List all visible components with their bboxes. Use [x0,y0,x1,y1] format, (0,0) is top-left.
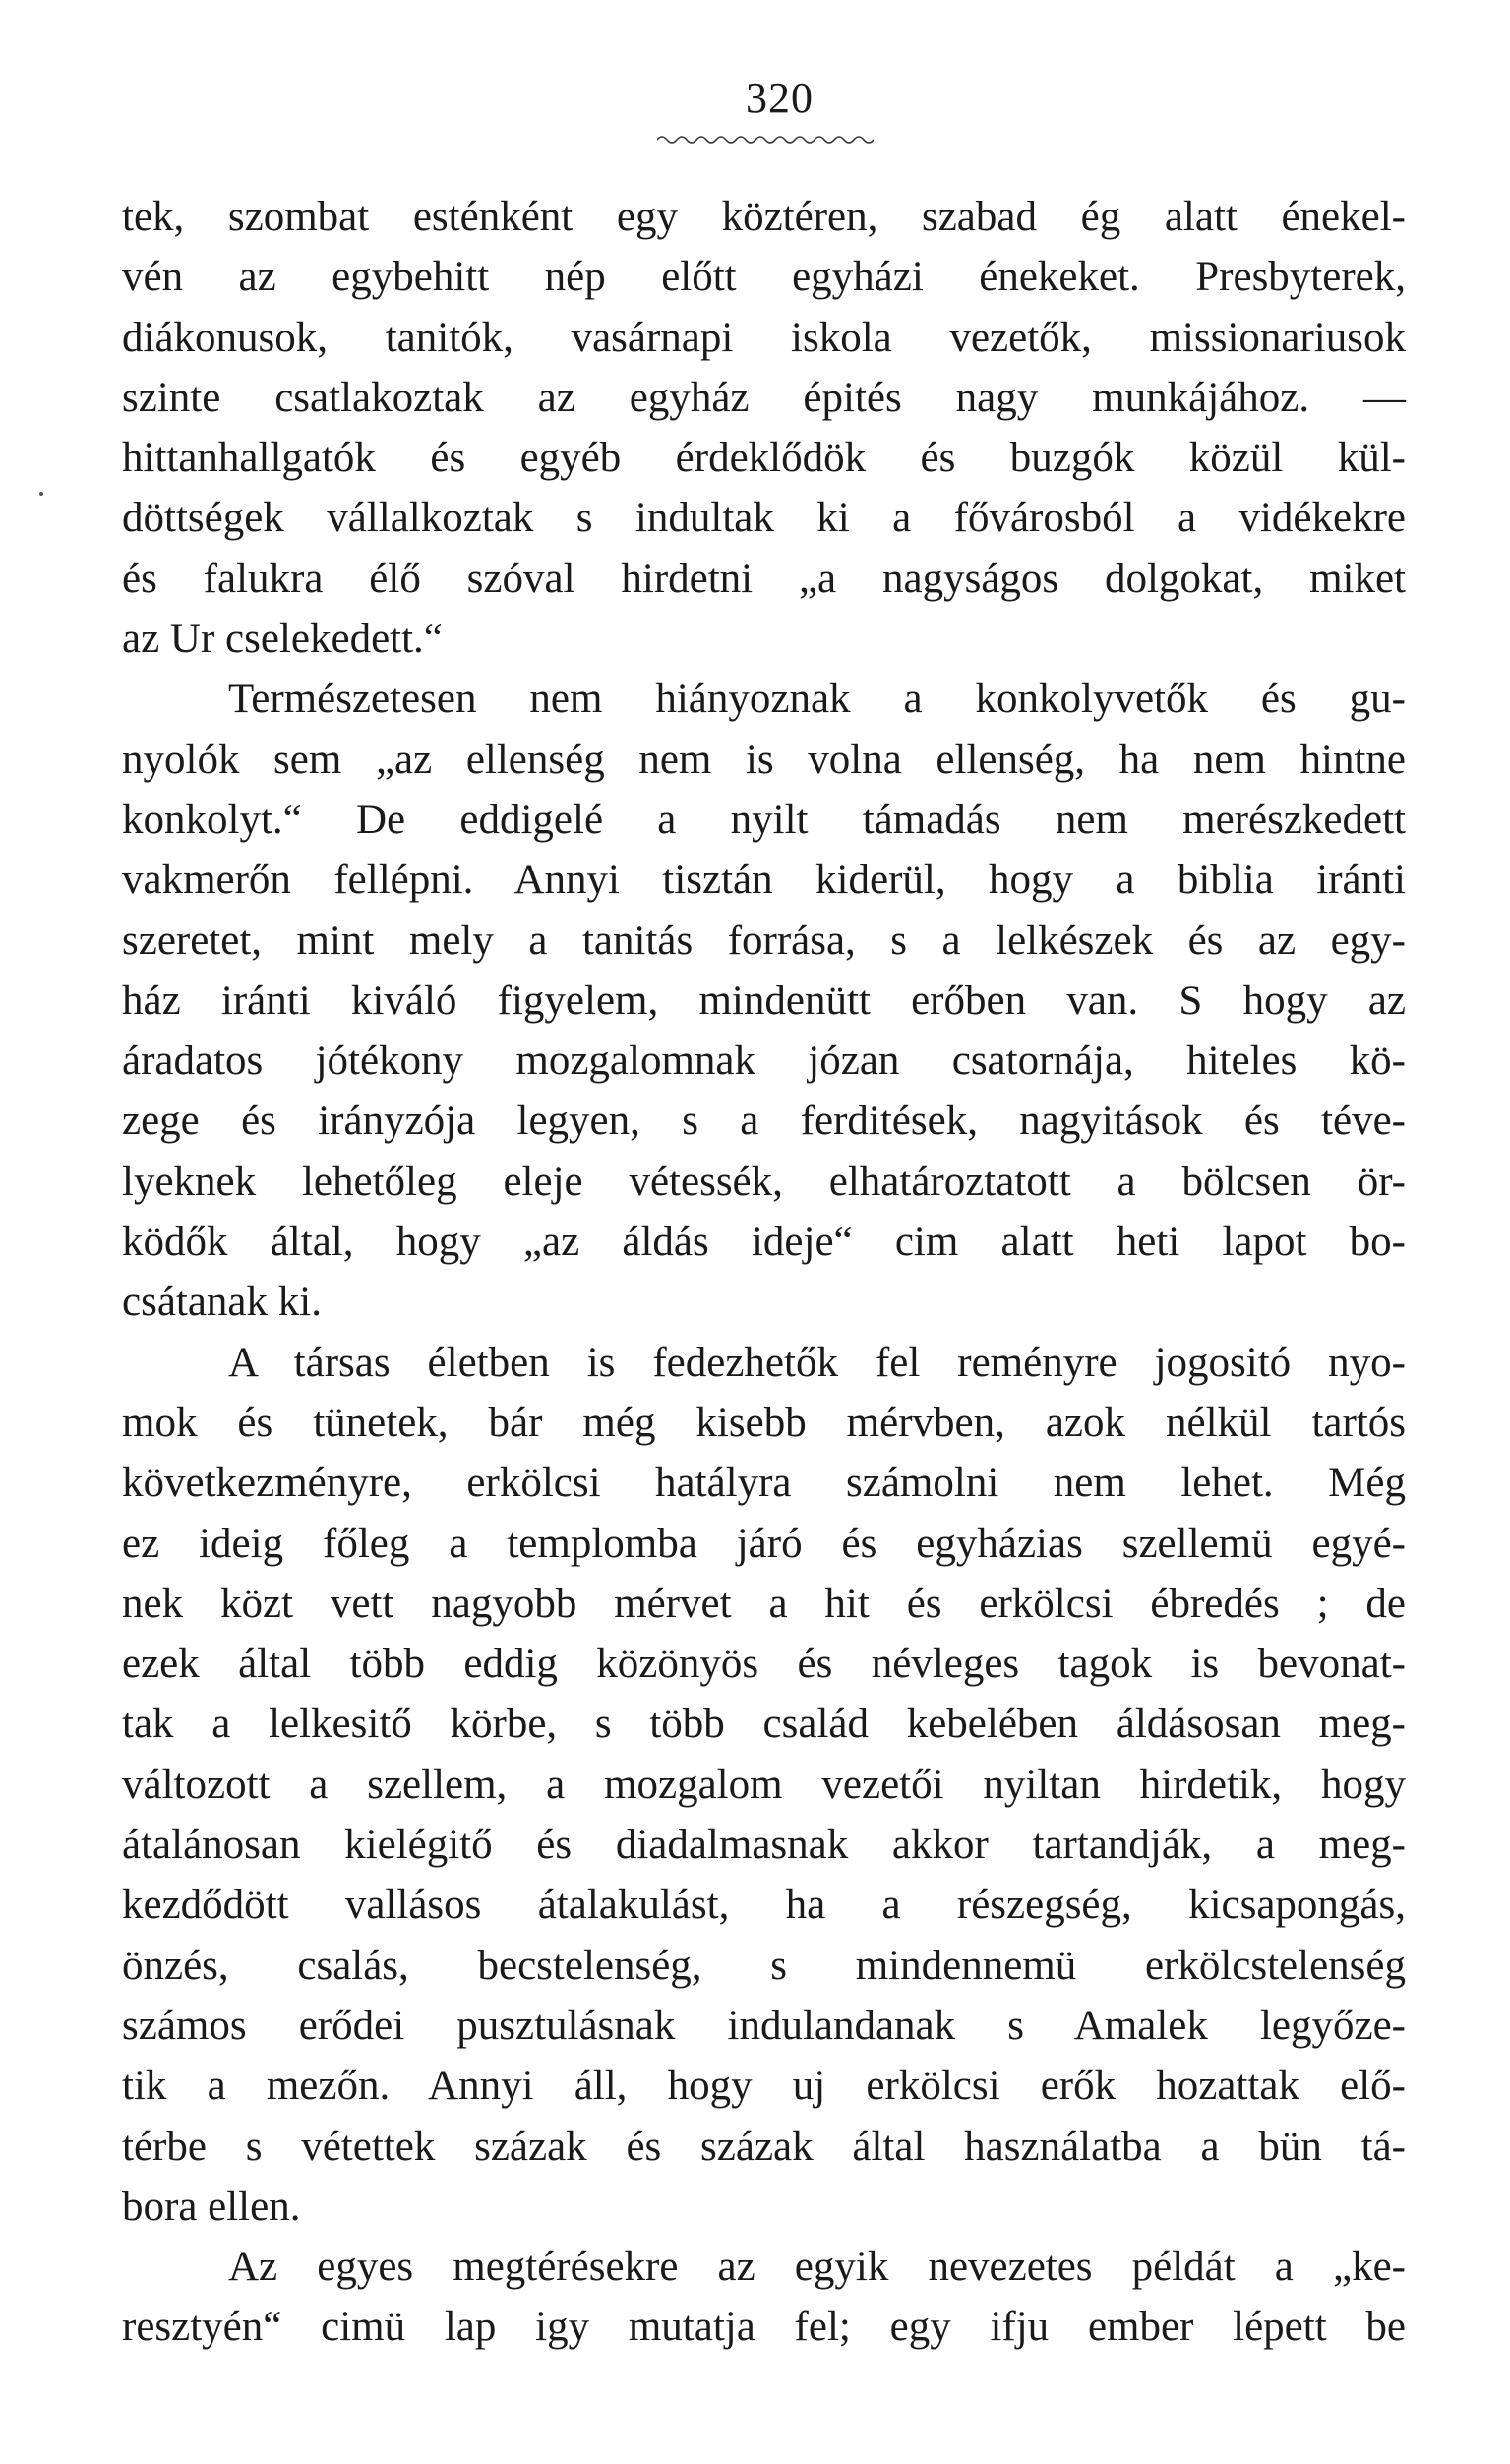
text-line: és falukra élő szóval hirdetni „a nagyságos dolgokat, miket [122,555,1406,602]
text-line: hittanhallgatók és egyéb érdeklődök és buzgók közül kül- [122,435,1406,482]
text-line: nek közt vett nagyobb mérvet a hit és erkölcsi ébredés ; de [122,1580,1406,1627]
text-line: A társas életben is fedezhetők fel reményre jogositó nyo- [228,1339,1406,1386]
text-line: mok és tünetek, bár még kisebb mérvben, azok nélkül tartós [122,1399,1406,1446]
text-line: konkolyt.“ De eddigelé a nyilt támadás nem merészkedett [122,796,1406,843]
text-line: döttségek vállalkoztak s indultak ki a fővárosból a vidékekre [122,495,1406,542]
text-line: nyolók sem „az ellenség nem is volna ellenség, ha nem hintne [122,736,1406,783]
text-line: kezdődött vallásos átalakulást, ha a részegség, kicsapongás, [122,1882,1406,1929]
text-line: Az egyes megtérésekre az egyik nevezetes példát a „ke- [228,2244,1406,2291]
text-line: lyeknek lehetőleg eleje vétessék, elhatároztatott a bölcsen ör- [122,1158,1406,1205]
text-line: átalánosan kielégitő és diadalmasnak akkor tartandják, a meg- [122,1822,1406,1869]
text-line: vén az egybehitt nép előtt egyházi énekeket. Presbyterek, [122,254,1406,301]
page-number: 320 [746,74,814,122]
text-line: ez ideig főleg a templomba járó és egyházias szellemü egyé- [122,1520,1406,1567]
text-line: csátanak ki. [122,1279,322,1326]
text-line: zege és irányzója legyen, s a ferditések, nagyitások és téve- [122,1098,1406,1145]
text-line: számos erődei pusztulásnak indulandanak s Amalek legyőzе- [122,2002,1406,2049]
text-line: szinte csatlakoztak az egyház épités nagy munkájához. — [122,374,1406,421]
text-line: tek, szombat esténként egy köztéren, szabad ég alatt énekel- [122,194,1406,240]
text-line: áradatos jótékony mozgalomnak józan csatornája, hiteles kö- [122,1038,1406,1085]
text-line: vakmerőn fellépni. Annyi tisztán kiderül, hogy a biblia iránti [122,857,1406,904]
text-line: tik a mezőn. Annyi áll, hogy uj erkölcsi erők hozattak elő- [122,2063,1406,2110]
text-line: térbe s vétettek százak és százak által használatba a bün tá- [122,2123,1406,2170]
text-line: ködők által, hogy „az áldás ideje“ cim alatt heti lapot bo- [122,1219,1406,1266]
text-line: ház iránti kiváló figyelem, mindenütt erőben van. S hogy az [122,977,1406,1024]
text-line: szeretet, mint mely a tanitás forrása, s a lelkészek és az egy- [122,917,1406,964]
body-text [122,187,1406,2358]
margin-mark [39,492,43,496]
wavy-rule-ornament [657,134,874,146]
text-line: ezek által több eddig közönyös és névleges tagok is bevonat- [122,1641,1406,1688]
page-header [0,74,1510,122]
text-line: következményre, erkölcsi hatályra számolni nem lehet. Még [122,1460,1406,1507]
text-line: bora ellen. [122,2183,301,2230]
text-line: diákonusok, tanitók, vasárnapi iskola vezetők, missionariusok [122,314,1406,361]
text-line: Természetesen nem hiányoznak a konkolyvetők és gu- [228,676,1406,723]
text-line: tak a lelkesitő körbe, s több család kebelében áldásosan meg- [122,1701,1406,1748]
text-line: resztyén“ cimü lap igy mutatja fel; egy ifju ember lépett be [122,2304,1406,2351]
text-line: változott a szellem, a mozgalom vezetői nyiltan hirdetik, hogy [122,1761,1406,1808]
text-line: önzés, csalás, becstelenség, s mindennemü erkölcstelenség [122,1942,1406,1989]
text-line: az Ur cselekedett.“ [122,616,443,663]
